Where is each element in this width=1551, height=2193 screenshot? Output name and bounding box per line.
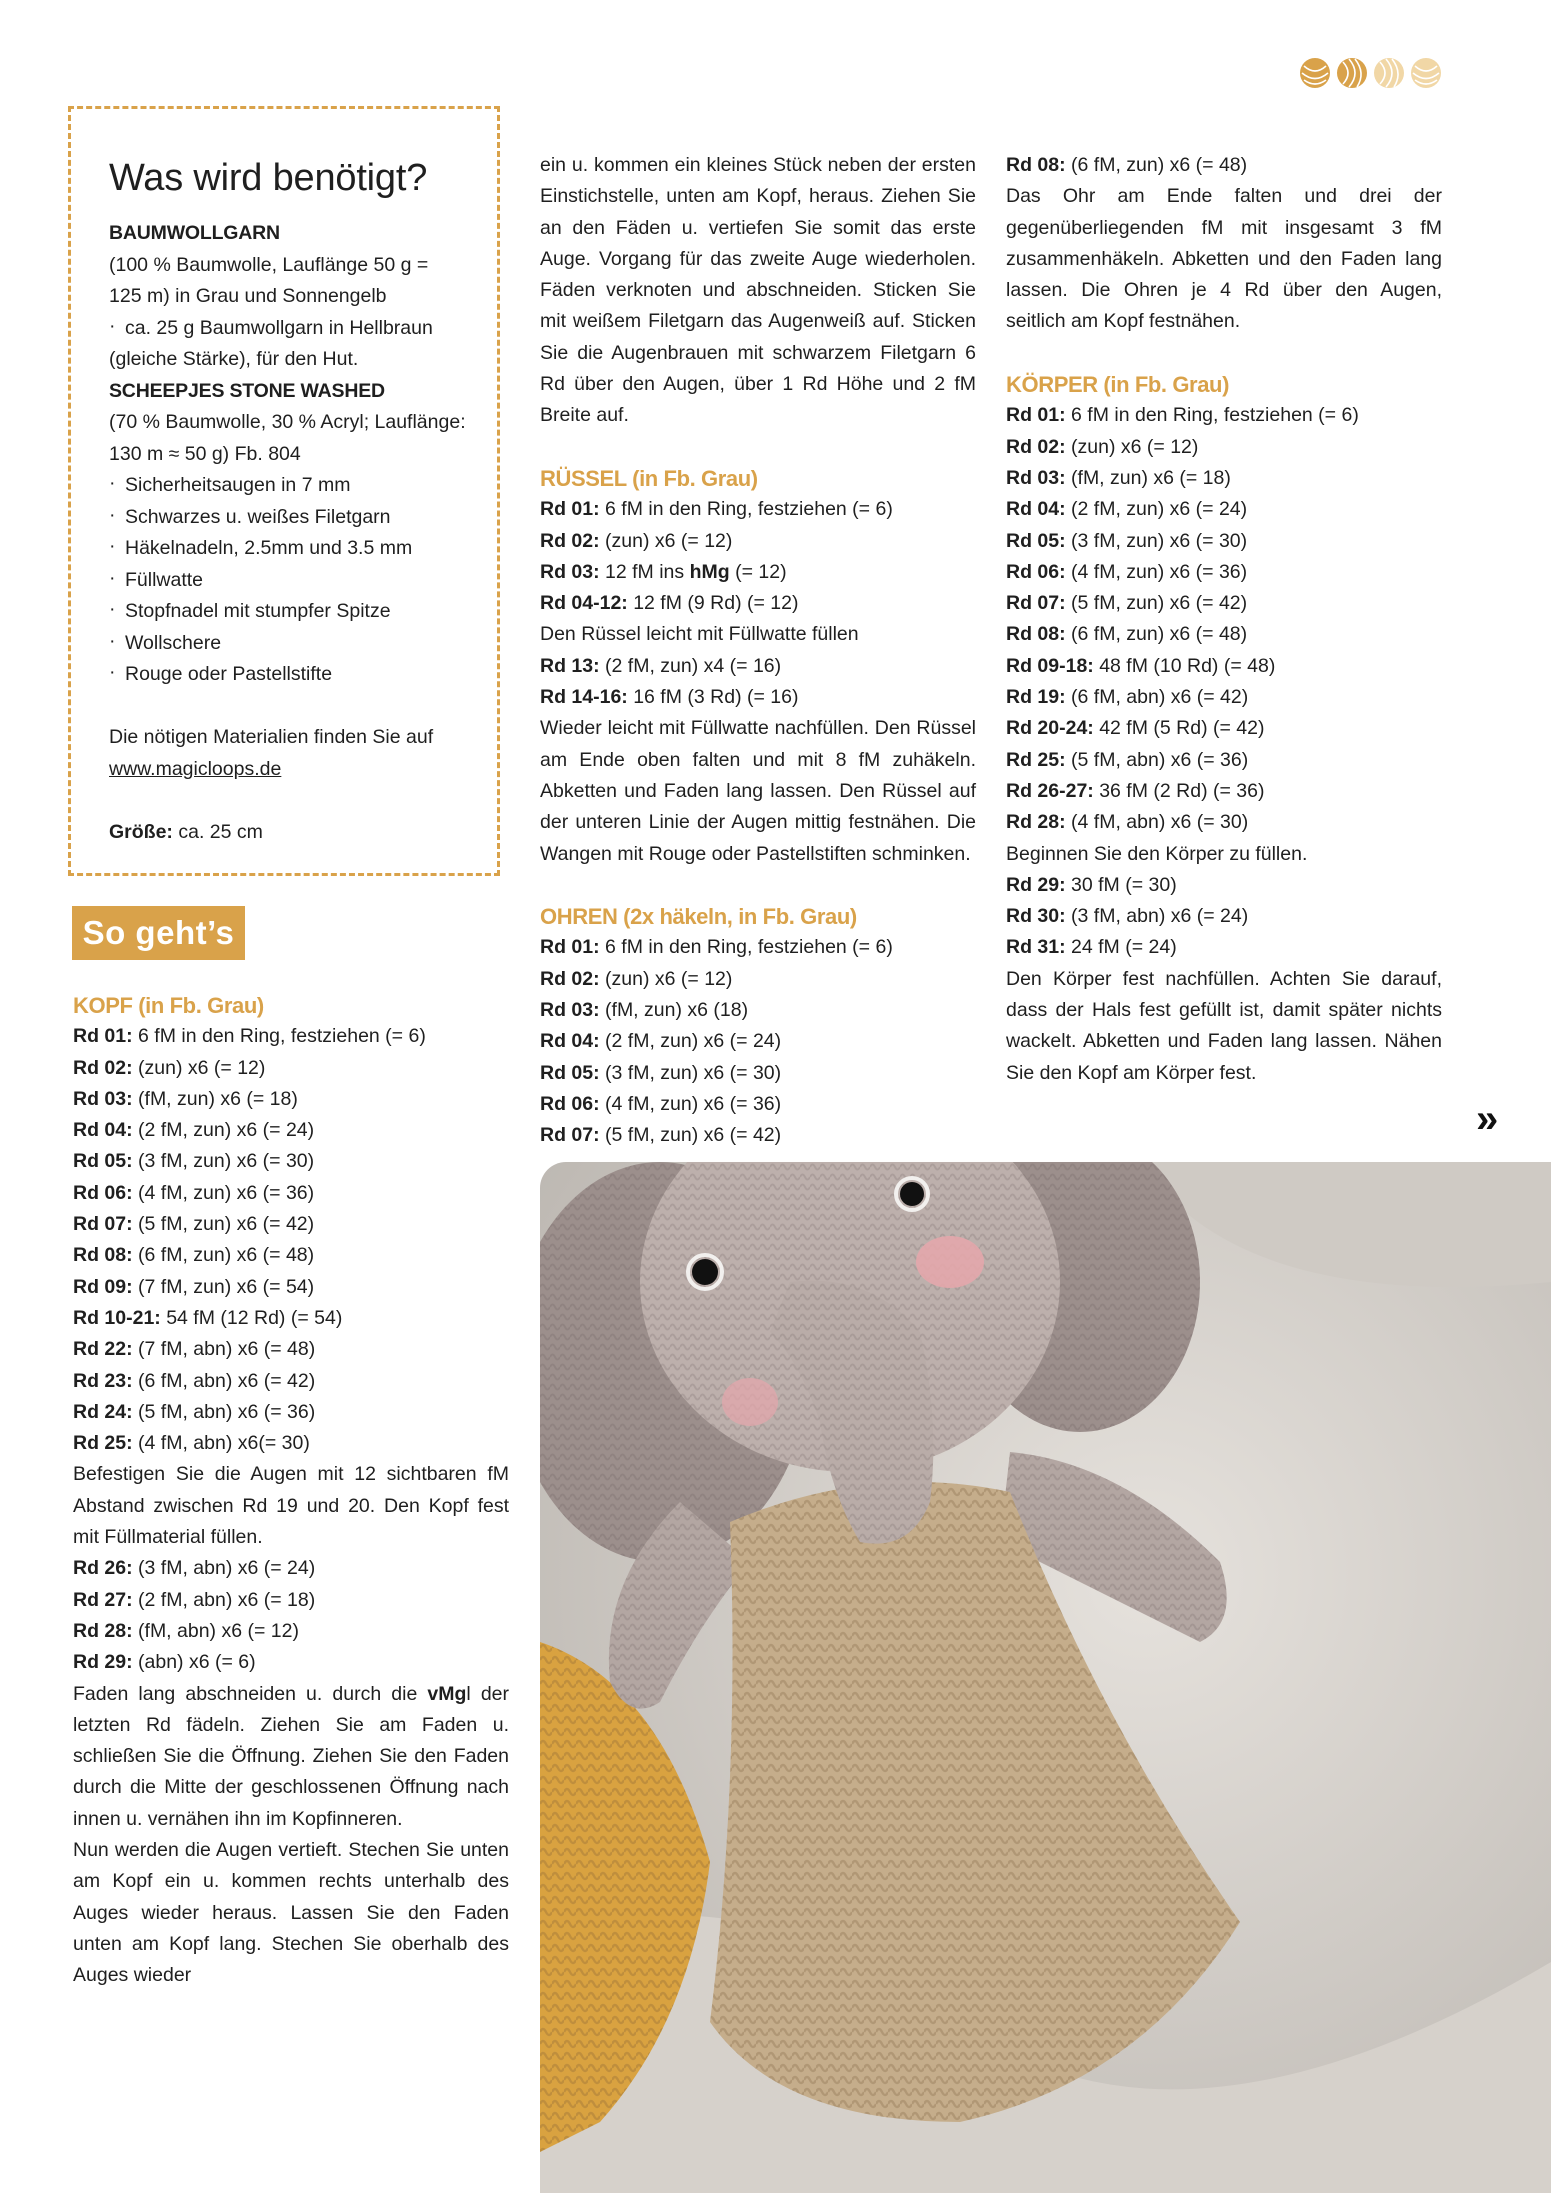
round-row: Rd 01: 6 fM in den Ring, festziehen (= 6) (540, 498, 893, 521)
round-row: Rd 09-18: 48 fM (10 Rd) (= 48) (1006, 654, 1276, 677)
round-row: Rd 03: 12 fM ins hMg (= 12) (540, 560, 787, 583)
material-item: · Wollschere (109, 628, 467, 660)
round-row: Rd 19: (6 fM, abn) x6 (= 42) (1006, 686, 1249, 709)
round-row: Rd 27: (2 fM, abn) x6 (= 18) (73, 1588, 316, 1611)
column-right (1006, 150, 1442, 1089)
round-row: Rd 02: (zun) x6 (= 12) (540, 967, 733, 990)
round-row: Rd 05: (3 fM, zun) x6 (= 30) (73, 1150, 315, 1173)
round-row: Rd 28: (fM, abn) x6 (= 12) (73, 1619, 299, 1642)
instruction-text: Das Ohr am Ende falten und drei der gegenüberliegenden fM mit insgesamt 3 fM zusammenhäkeln. Abketten und den Faden lang lassen. Die Ohren je 4 Rd über den Augen, seitlich am Kopf festnähen. (1006, 185, 1442, 333)
instruction-text: Beginnen Sie den Körper zu füllen. (1006, 842, 1308, 865)
round-row: Rd 02: (zun) x6 (= 12) (1006, 435, 1199, 458)
yarn2-heading: SCHEEPJES STONE WASHED (109, 379, 385, 402)
yarn-ball-icon (1335, 56, 1369, 90)
size-label: Größe: (109, 820, 173, 843)
yarn1-desc: (100 % Baumwolle, Lauflänge 50 g = (109, 253, 429, 276)
round-row: Rd 29: 30 fM (= 30) (1006, 873, 1177, 896)
material-item: · Sicherheitsaugen in 7 mm (109, 470, 467, 502)
round-row: Rd 06: (4 fM, zun) x6 (= 36) (1006, 560, 1248, 583)
next-page-marker: » (1476, 1097, 1495, 1141)
round-row: Rd 01: 6 fM in den Ring, festziehen (= 6) (1006, 404, 1359, 427)
round-row: Rd 03: (fM, zun) x6 (= 18) (1006, 466, 1231, 489)
round-row: Rd 10-21: 54 fM (12 Rd) (= 54) (73, 1306, 343, 1329)
round-row: Rd 25: (5 fM, abn) x6 (= 36) (1006, 748, 1249, 771)
yarn2-desc: (70 % Baumwolle, 30 % Acryl; Lauflänge: (109, 411, 466, 433)
round-row: Rd 26-27: 36 fM (2 Rd) (= 36) (1006, 779, 1265, 802)
round-row: Rd 01: 6 fM in den Ring, festziehen (= 6) (73, 1025, 426, 1048)
round-row: Rd 06: (4 fM, zun) x6 (= 36) (540, 1092, 782, 1115)
round-row: Rd 20-24: 42 fM (5 Rd) (= 42) (1006, 717, 1265, 740)
materials-box (68, 106, 500, 876)
round-row: Rd 03: (fM, zun) x6 (18) (540, 999, 749, 1022)
round-row: Rd 25: (4 fM, abn) x6(= 30) (73, 1432, 310, 1455)
material-item: · Rouge oder Pastellstifte (109, 659, 467, 691)
round-row: Rd 31: 24 fM (= 24) (1006, 936, 1177, 959)
round-row: Rd 30: (3 fM, abn) x6 (= 24) (1006, 905, 1249, 928)
instruction-text: Den Körper fest nachfüllen. Achten Sie darauf, dass der Hals fest gefüllt ist, damit später nichts wackelt. Abketten und Faden lang lassen. Nähen Sie den Kopf am Körper fest. (1006, 967, 1442, 1084)
page-decoration (1298, 56, 1443, 90)
round-row: Rd 22: (7 fM, abn) x6 (= 48) (73, 1338, 316, 1361)
round-row: Rd 08: (6 fM, zun) x6 (= 48) (1006, 623, 1248, 646)
round-row: Rd 05: (3 fM, zun) x6 (= 30) (540, 1061, 782, 1084)
instruction-text: Nun werden die Augen vertieft. Stechen Sie unten am Kopf ein u. kommen rechts unterhalb des Auges wieder heraus. Lassen Sie den Faden unten am Kopf lang. Stechen Sie oberhalb des Auges wieder (73, 1839, 509, 1987)
yarn-ball-icon (1298, 56, 1332, 90)
shop-link[interactable]: www.magicloops.de (109, 757, 282, 780)
round-row: Rd 02: (zun) x6 (= 12) (73, 1056, 266, 1079)
material-item-cont: (gleiche Stärke), für den Hut. (109, 348, 359, 370)
round-row: Rd 26: (3 fM, abn) x6 (= 24) (73, 1557, 316, 1580)
round-row: Rd 04: (2 fM, zun) x6 (= 24) (540, 1030, 782, 1053)
round-row: Rd 04-12: 12 fM (9 Rd) (= 12) (540, 592, 799, 615)
material-item: · ca. 25 g Baumwollgarn in Hellbraun (109, 313, 467, 345)
round-row: Rd 28: (4 fM, abn) x6 (= 30) (1006, 811, 1249, 834)
round-row: Rd 07: (5 fM, zun) x6 (= 42) (73, 1213, 315, 1236)
section-heading-ruessel: RÜSSEL (in Fb. Grau) (540, 465, 758, 491)
round-row: Rd 23: (6 fM, abn) x6 (= 42) (73, 1369, 316, 1392)
instruction-text: Befestigen Sie die Augen mit 12 sichtbaren fM Abstand zwischen Rd 19 und 20. Den Kopf fest mit Füllmaterial füllen. (73, 1463, 509, 1549)
round-row: Rd 03: (fM, zun) x6 (= 18) (73, 1087, 298, 1110)
round-row: Rd 02: (zun) x6 (= 12) (540, 529, 733, 552)
instruction-text: Faden lang abschneiden u. durch die vMgl der letzten Rd fädeln. Ziehen Sie am Faden u. schließen Sie die Öffnung. Ziehen Sie den Faden durch die Mitte der geschlossenen Öffnung nach innen u. vernähen ihn im Kopfinneren. (73, 1682, 510, 1830)
section-title-badge: So geht’s (72, 906, 245, 960)
round-row: Rd 24: (5 fM, abn) x6 (= 36) (73, 1400, 316, 1423)
material-item: · Füllwatte (109, 565, 467, 597)
instruction-text: Wieder leicht mit Füllwatte nachfüllen. Den Rüssel am Ende oben falten und mit 8 fM zuhäkeln. Abketten und Faden lang lassen. Den Rüssel auf der unteren Linie der Augen mittig festnähen. Die Wangen mit Rouge oder Pastellstiften schminken. (540, 717, 976, 865)
round-row: Rd 01: 6 fM in den Ring, festziehen (= 6) (540, 936, 893, 959)
yarn1-desc: 125 m) in Grau und Sonnengelb (109, 285, 387, 307)
section-heading-ohren: OHREN (2x häkeln, in Fb. Grau) (540, 904, 857, 930)
material-item: · Schwarzes u. weißes Filetgarn (109, 502, 467, 534)
section-heading-koerper: KÖRPER (in Fb. Grau) (1006, 372, 1230, 398)
round-row: Rd 07: (5 fM, zun) x6 (= 42) (540, 1124, 782, 1147)
size-line (109, 817, 467, 849)
round-row: Rd 06: (4 fM, zun) x6 (= 36) (73, 1181, 315, 1204)
yarn-ball-icon (1372, 56, 1406, 90)
instruction-text: Den Rüssel leicht mit Füllwatte füllen (540, 623, 859, 646)
column-kopf (73, 990, 509, 1992)
round-row: Rd 04: (2 fM, zun) x6 (= 24) (1006, 498, 1248, 521)
round-row: Rd 08: (6 fM, zun) x6 (= 48) (1006, 154, 1248, 176)
round-row: Rd 09: (7 fM, zun) x6 (= 54) (73, 1275, 315, 1298)
material-item: · Häkelnadeln, 2.5mm und 3.5 mm (109, 533, 467, 565)
section-heading-kopf: KOPF (in Fb. Grau) (73, 993, 264, 1018)
round-row: Rd 07: (5 fM, zun) x6 (= 42) (1006, 592, 1248, 615)
size-value: ca. 25 cm (178, 820, 263, 843)
round-row: Rd 13: (2 fM, zun) x4 (= 16) (540, 654, 782, 677)
yarn1-heading: BAUMWOLLGARN (109, 222, 280, 244)
round-row: Rd 08: (6 fM, zun) x6 (= 48) (73, 1244, 315, 1267)
elephant-photo (540, 1162, 1551, 2193)
yarn-ball-icon (1409, 56, 1443, 90)
yarn2-desc: 130 m ≈ 50 g) Fb. 804 (109, 442, 301, 465)
round-row: Rd 04: (2 fM, zun) x6 (= 24) (73, 1119, 315, 1142)
column-middle (540, 150, 976, 1152)
round-row: Rd 14-16: 16 fM (3 Rd) (= 16) (540, 686, 799, 709)
instruction-text: ein u. kommen ein kleines Stück neben der ersten Einstichstelle, unten am Kopf, heraus. Ziehen Sie an den Fäden u. vertiefen Sie somit das erste Auge. Vorgang für das zweite Auge wiederholen. Fäden verknoten und abschneiden. Sticken Sie mit weißem Filetgarn das Augenweiß auf. Sticken Sie die Augenbrauen mit schwarzem Filetgarn 6 Rd über den Augen, über 1 Rd Höhe und 2 fM Breite auf. (540, 154, 976, 427)
material-item: · Stopfnadel mit stumpfer Spitze (109, 596, 467, 628)
materials-title: Was wird benötigt? (109, 157, 428, 199)
round-row: Rd 05: (3 fM, zun) x6 (= 30) (1006, 529, 1248, 552)
round-row: Rd 29: (abn) x6 (= 6) (73, 1651, 256, 1674)
shop-text: Die nötigen Materialien finden Sie auf (109, 726, 434, 748)
